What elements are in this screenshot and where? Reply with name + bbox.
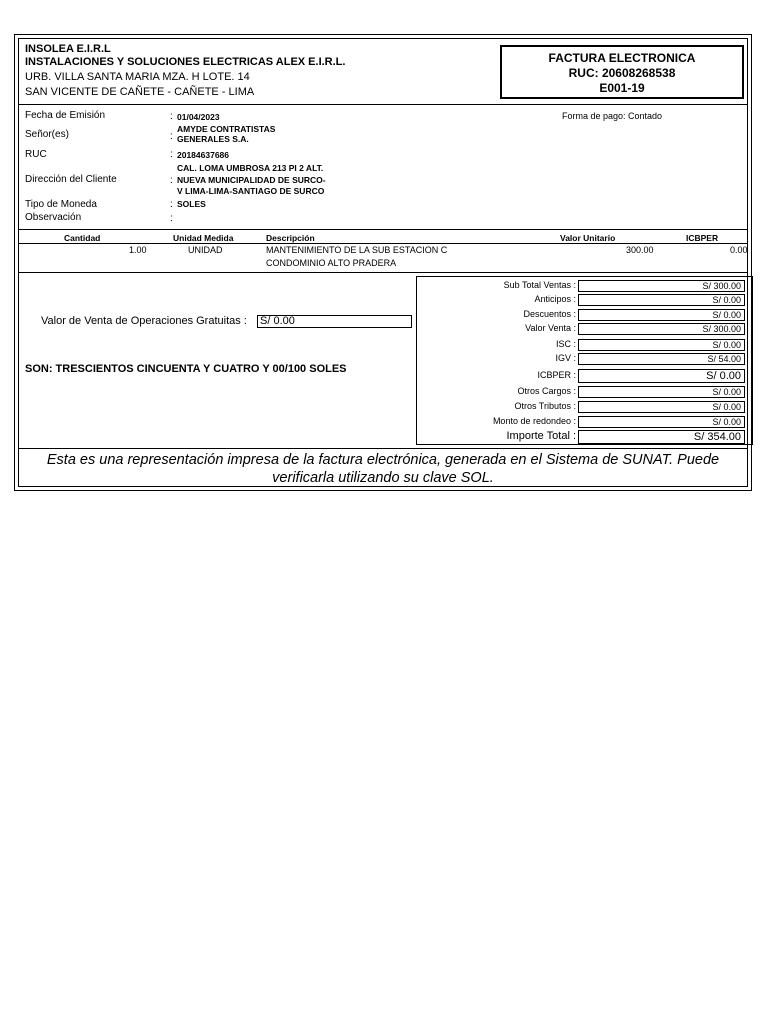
fecha-value: 01/04/2023 bbox=[177, 112, 220, 122]
direccion-label: Dirección del Cliente bbox=[25, 174, 117, 185]
moneda-label: Tipo de Moneda bbox=[25, 199, 97, 210]
total-row bbox=[417, 415, 754, 428]
total-value: S/ 0.00 bbox=[578, 339, 745, 351]
document-id-box bbox=[500, 45, 744, 99]
total-label: IGV : bbox=[555, 353, 576, 363]
total-value: S/ 54.00 bbox=[578, 353, 745, 365]
direccion-value-3: V LIMA-LIMA-SANTIAGO DE SURCO bbox=[177, 186, 325, 196]
total-label: ISC : bbox=[555, 339, 576, 349]
total-row bbox=[417, 338, 754, 351]
senor-label: Señor(es) bbox=[25, 129, 69, 140]
total-row bbox=[417, 353, 754, 366]
row-icbper: 0.00 bbox=[730, 245, 748, 255]
total-label: Valor Venta : bbox=[525, 323, 576, 333]
document-number: E001-19 bbox=[599, 81, 645, 95]
col-header-icbper: ICBPER bbox=[686, 233, 719, 243]
document-type: FACTURA ELECTRONICA bbox=[548, 51, 696, 65]
colon: : bbox=[170, 213, 173, 224]
invoice-document bbox=[14, 34, 752, 491]
total-value: S/ 300.00 bbox=[578, 280, 745, 292]
issuer-city: SAN VICENTE DE CAÑETE - CAÑETE - LIMA bbox=[25, 86, 255, 98]
total-row-importe bbox=[417, 430, 754, 443]
col-header-valor-unitario: Valor Unitario bbox=[560, 233, 616, 243]
total-row bbox=[417, 279, 754, 292]
table-header-divider bbox=[19, 243, 747, 244]
moneda-value: SOLES bbox=[177, 199, 206, 209]
issuer-legal-name: INSTALACIONES Y SOLUCIONES ELECTRICAS ALEX E.I.R.L. bbox=[25, 56, 346, 68]
table-top-border bbox=[19, 229, 747, 230]
col-header-descripcion: Descripción bbox=[266, 233, 315, 243]
total-label: Anticipos : bbox=[534, 294, 576, 304]
sunat-footer-notice bbox=[19, 448, 747, 487]
direccion-value-2: NUEVA MUNICIPALIDAD DE SURCO- bbox=[177, 175, 326, 185]
col-header-unidad: Unidad Medida bbox=[173, 233, 234, 243]
senor-value-1: AMYDE CONTRATISTAS bbox=[177, 124, 276, 134]
footer-line-1: Esta es una representación impresa de la factura electrónica, generada en el Sistema de SUNAT. Puede bbox=[46, 452, 720, 468]
row-cantidad: 1.00 bbox=[129, 245, 147, 255]
row-descripcion-1: MANTENIMIENTO DE LA SUB ESTACION C bbox=[266, 245, 448, 255]
total-value: S/ 0.00 bbox=[578, 401, 745, 413]
forma-pago: Forma de pago: Contado bbox=[562, 111, 663, 121]
row-descripcion-2: CONDOMINIO ALTO PRADERA bbox=[266, 258, 397, 268]
direccion-value-1: CAL. LOMA UMBROSA 213 PI 2 ALT. bbox=[177, 163, 324, 173]
colon: : bbox=[170, 111, 173, 122]
total-label: Descuentos : bbox=[523, 309, 576, 319]
senor-value-2: GENERALES S.A. bbox=[177, 134, 249, 144]
totals-panel bbox=[416, 276, 753, 445]
document-ruc: RUC: 20608268538 bbox=[568, 66, 676, 80]
header-divider bbox=[19, 104, 747, 105]
ruc-value: 20184637686 bbox=[177, 150, 230, 160]
total-row bbox=[417, 400, 754, 413]
total-value: S/ 0.00 bbox=[578, 294, 745, 306]
colon: : bbox=[170, 175, 173, 186]
total-value: S/ 354.00 bbox=[578, 430, 745, 444]
gratuitas-label: Valor de Venta de Operaciones Gratuitas : bbox=[41, 315, 247, 327]
ruc-label: RUC bbox=[25, 149, 47, 160]
issuer-address: URB. VILLA SANTA MARIA MZA. H LOTE. 14 bbox=[25, 71, 250, 83]
total-value: S/ 0.00 bbox=[578, 386, 745, 398]
row-valor-unitario: 300.00 bbox=[626, 245, 654, 255]
invoice-frame bbox=[18, 38, 748, 487]
observacion-label: Observación bbox=[25, 212, 82, 223]
total-value: S/ 0.00 bbox=[578, 369, 745, 383]
footer-line-2: verificarla utilizando su clave SOL. bbox=[272, 470, 494, 486]
total-value: S/ 0.00 bbox=[578, 309, 745, 321]
total-row bbox=[417, 385, 754, 398]
total-value: S/ 300.00 bbox=[578, 323, 745, 335]
total-row bbox=[417, 323, 754, 336]
col-header-cantidad: Cantidad bbox=[64, 233, 101, 243]
issuer-name: INSOLEA E.I.R.L bbox=[25, 43, 111, 55]
fecha-label: Fecha de Emisión bbox=[25, 110, 106, 121]
colon: : bbox=[170, 131, 173, 142]
total-row bbox=[417, 308, 754, 321]
total-label: ICBPER : bbox=[537, 370, 576, 380]
amount-in-words: SON: TRESCIENTOS CINCUENTA Y CUATRO Y 00/100 SOLES bbox=[25, 363, 347, 375]
total-label: Otros Tributos : bbox=[514, 401, 576, 411]
table-bottom-border bbox=[19, 272, 747, 273]
total-row bbox=[417, 294, 754, 307]
colon: : bbox=[170, 149, 173, 160]
colon: : bbox=[170, 199, 173, 210]
total-value: S/ 0.00 bbox=[578, 416, 745, 428]
total-label: Sub Total Ventas : bbox=[503, 280, 576, 290]
total-row bbox=[417, 369, 754, 382]
total-label: Otros Cargos : bbox=[517, 386, 576, 396]
total-label: Monto de redondeo : bbox=[492, 416, 576, 426]
row-unidad: UNIDAD bbox=[188, 245, 223, 255]
total-label: Importe Total : bbox=[506, 430, 576, 442]
gratuitas-value: S/ 0.00 bbox=[257, 315, 412, 328]
